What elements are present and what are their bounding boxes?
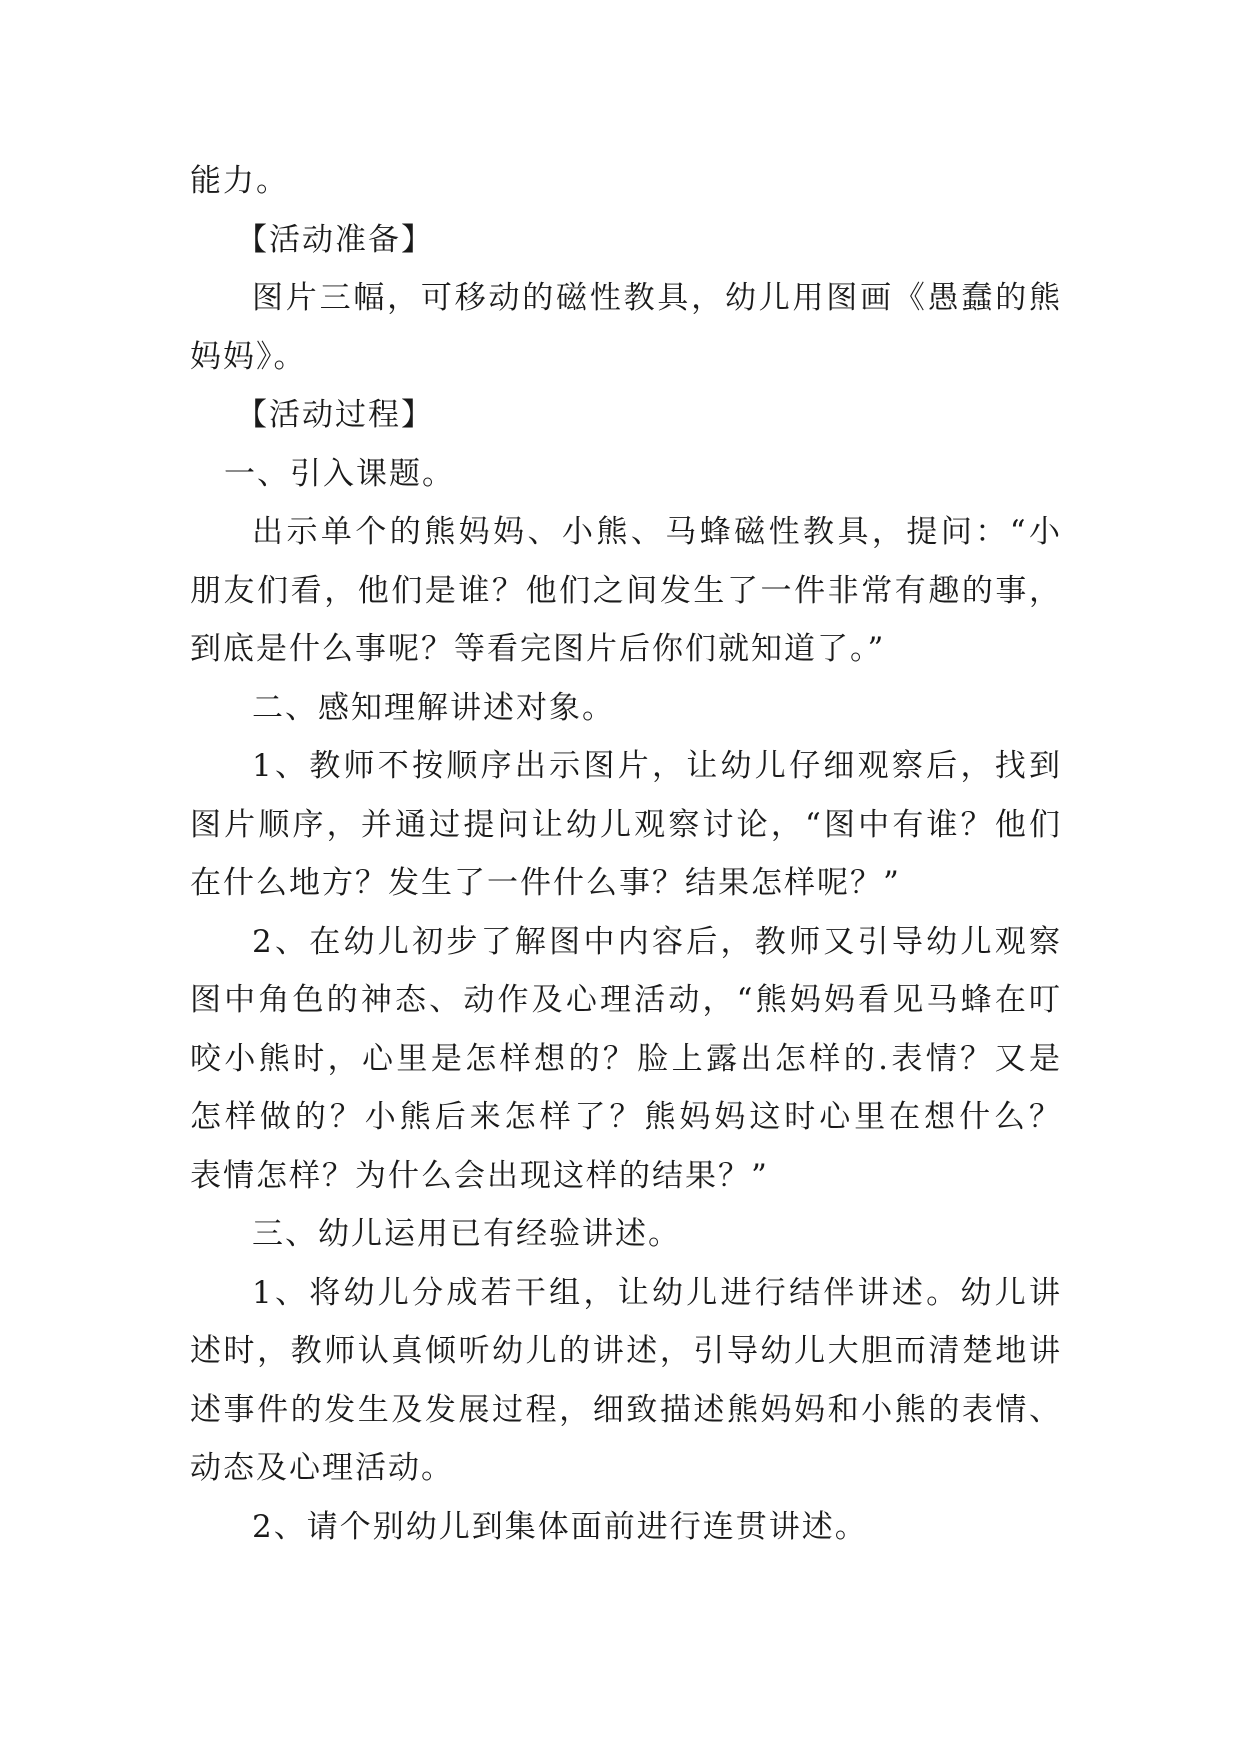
text-line: 述事件的发生及发展过程，细致描述熊妈妈和小熊的表情、: [190, 1391, 1060, 1428]
text-line: 咬小熊时，心里是怎样想的？脸上露出怎样的.表情？又是: [190, 1040, 1060, 1077]
text-line: 到底是什么事呢？等看完图片后你们就知道了。”: [190, 631, 886, 667]
text-line: 怎样做的？小熊后来怎样了？熊妈妈这时心里在想什么？: [190, 1099, 1060, 1135]
text-line: 图片三幅，可移动的磁性教具，幼儿用图画《愚蠢的熊: [252, 280, 1060, 316]
text-line: 三、幼儿运用已有经验讲述。: [252, 1216, 681, 1252]
text-line: 1、教师不按顺序出示图片，让幼儿仔细观察后，找到: [252, 748, 1060, 784]
text-line: 动态及心理活动。: [190, 1450, 454, 1486]
text-line: 朋友们看，他们是谁？他们之间发生了一件非常有趣的事，: [190, 572, 1060, 609]
text-line: 一、引入课题。: [224, 455, 455, 492]
text-line: 表情怎样？为什么会出现这样的结果？”: [190, 1157, 769, 1194]
text-line: 二、感知理解讲述对象。: [252, 689, 615, 726]
document-body: [190, 152, 1060, 1556]
text-line: 述时，教师认真倾听幼儿的讲述，引导幼儿大胆而清楚地讲: [190, 1333, 1060, 1369]
text-line: 1、将幼儿分成若干组，让幼儿进行结伴讲述。幼儿讲: [252, 1274, 1060, 1311]
text-line: 能力。: [190, 163, 289, 199]
text-line: 2、在幼儿初步了解图中内容后，教师又引导幼儿观察: [252, 923, 1060, 960]
text-line: 妈妈》。: [190, 338, 307, 375]
text-line: 图片顺序，并通过提问让幼儿观察讨论，“图中有谁？他们: [190, 806, 1060, 843]
text-line: 在什么地方？发生了一件什么事？结果怎样呢？”: [190, 865, 901, 901]
section-heading: 【活动过程】: [236, 397, 434, 433]
section-heading: 【活动准备】: [236, 221, 434, 258]
text-line: 图中角色的神态、动作及心理活动，“熊妈妈看见马蜂在叮: [190, 982, 1060, 1018]
text-line: 2、请个别幼儿到集体面前进行连贯讲述。: [252, 1508, 868, 1545]
text-line: 出示单个的熊妈妈、小熊、马蜂磁性教具，提问：“小: [252, 514, 1060, 550]
